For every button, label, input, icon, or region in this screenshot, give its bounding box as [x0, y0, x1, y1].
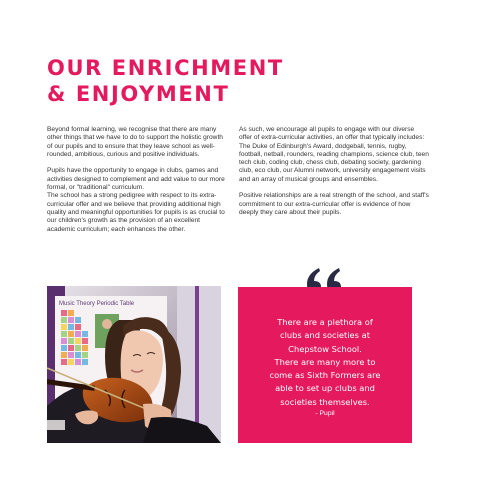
quote-line: clubs and societies at [280, 330, 370, 341]
page-title-line-2: & ENJOYMENT [47, 82, 230, 106]
right-paragraph-1: As such, we encourage all pupils to engage with our diverse offer of extra-curricular activities, an offer that typically includes: The Duke of Edinburgh's Award, dodgeball, tennis, rugby, football, netball, rounders, reading champions, science club, teen tech club, coding club, chess club, debating society, gardening club, eco club, our Alumni network, university engagement visits and an array of musical groups and ensembles. [239, 126, 429, 183]
page-title-line-1: OUR ENRICHMENT [47, 56, 284, 80]
quote-line: Chepstow School. [288, 343, 362, 354]
violinist-photo-illustration [47, 286, 221, 443]
left-paragraph-1: Beyond formal learning, we recognise that there are many other things that we have to do to support the holistic growth of our pupils and to ensure that they leave school as well-rounded, ambitious, curious and positive individuals. [47, 126, 223, 158]
quote-line: societies themselves. [280, 396, 370, 407]
quote-line: able to set up clubs and [275, 383, 375, 394]
right-paragraph-2: Positive relationships are a real strength of the school, and staff's commitment to our extra-curricular offer is evidence of how deeply they care about their pupils. [239, 192, 429, 216]
quote-attribution: - Pupil [315, 410, 335, 417]
left-paragraph-3: The school has a strong pedigree with respect to its extra-curricular offer and we believe that providing additional high quality and meaningful opportunities for pupils is as crucial to our children's growth as the provision of an excellent academic curriculum; each enhances the other. [47, 192, 225, 233]
violinist-photo [47, 286, 221, 443]
quote-line: There are many more to [274, 356, 376, 367]
left-paragraph-2: Pupils have the opportunity to engage in clubs, games and activities designed to complement and add value to our more formal, or "traditional" curriculum. [47, 167, 225, 192]
poster-title: Music Theory Periodic Table [59, 301, 135, 307]
quote-line: There are a plethora of [277, 317, 373, 327]
right-text-column [239, 126, 429, 226]
quote-line: come as Sixth Formers are [269, 370, 381, 381]
page-title [47, 55, 284, 107]
left-text-column [47, 126, 229, 242]
pupil-quote-text [238, 316, 412, 409]
